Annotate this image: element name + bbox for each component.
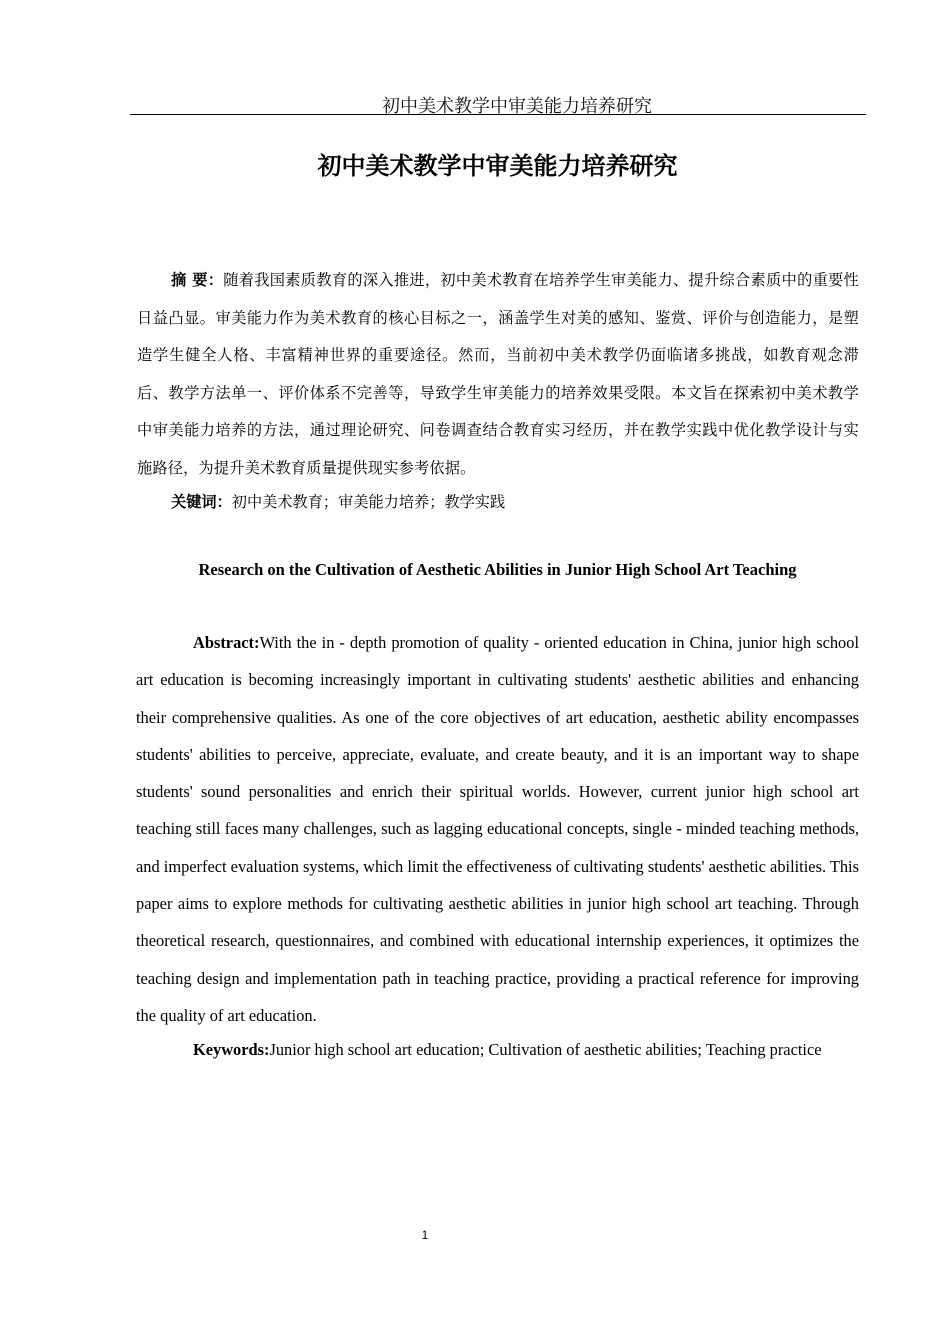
english-keywords-label: Keywords: [193, 1040, 270, 1059]
english-keywords-text: Junior high school art education; Cultivation of aesthetic abilities; Teaching practice [269, 1040, 822, 1059]
chinese-abstract-label: 摘 要： [171, 271, 224, 289]
page-number: 1 [421, 1228, 429, 1242]
english-abstract-label: Abstract: [193, 633, 260, 652]
chinese-keywords-label: 关键词： [171, 493, 232, 511]
english-abstract-text: With the in - depth promotion of quality - oriented education in China, junior high school art education is becoming increasingly important in cultivating students' aesthetic abilities and enhancing their comprehensive qualities. As one of the core objectives of art education, aesthetic ability encompasses students' abilities to perceive, appreciate, evaluate, and create beauty, and it is an important way to shape students' sound personalities and enrich their spiritual worlds. However, current junior high school art teaching still faces many challenges, such as lagging educational concepts, single - minded teaching methods, and imperfect evaluation systems, which limit the effectiveness of cultivating students' aesthetic abilities. This paper aims to explore methods for cultivating aesthetic abilities in junior high school art teaching. Through theoretical research, questionnaires, and combined with educational internship experiences, it optimizes the teaching design and implementation path in teaching practice, providing a practical reference for improving the quality of art education. [136, 633, 859, 1025]
chinese-title: 初中美术教学中审美能力培养研究 [317, 152, 678, 180]
chinese-abstract [137, 262, 859, 487]
english-abstract [136, 624, 859, 1034]
english-title: Research on the Cultivation of Aesthetic Abilities in Junior High School Art Teaching [198, 560, 797, 579]
running-header: 初中美术教学中审美能力培养研究 [382, 96, 652, 117]
english-keywords [193, 1038, 859, 1062]
header-rule [130, 114, 866, 115]
chinese-keywords-text: 初中美术教育；审美能力培养；教学实践 [231, 493, 506, 511]
chinese-abstract-text: 随着我国素质教育的深入推进，初中美术教育在培养学生审美能力、提升综合素质中的重要性日益凸显。审美能力作为美术教育的核心目标之一，涵盖学生对美的感知、鉴赏、评价与创造能力，是塑造学生健全人格、丰富精神世界的重要途径。然而，当前初中美术教学仍面临诸多挑战，如教育观念滞后、教学方法单一、评价体系不完善等，导致学生审美能力的培养效果受限。本文旨在探索初中美术教学中审美能力培养的方法，通过理论研究、问卷调查结合教育实习经历，并在教学实践中优化教学设计与实施路径，为提升美术教育质量提供现实参考依据。 [137, 271, 860, 477]
chinese-keywords [171, 489, 859, 515]
